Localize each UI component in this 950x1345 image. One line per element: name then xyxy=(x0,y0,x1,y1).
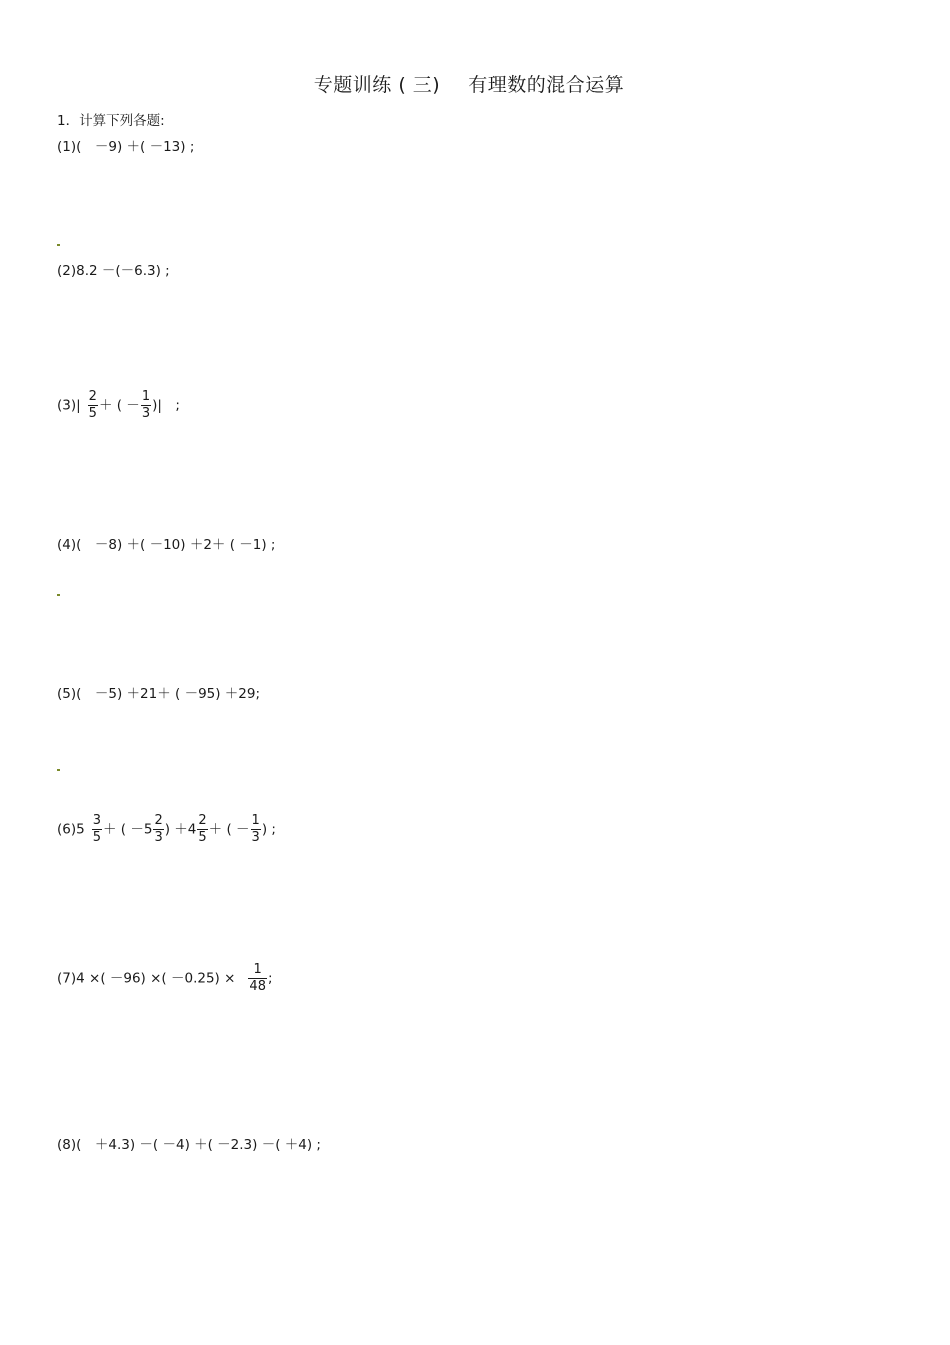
fraction xyxy=(251,813,261,846)
title-part2: 有理数的混合运算 xyxy=(468,74,625,96)
fraction xyxy=(92,813,102,846)
problem-7-prefix: (7)4 ×( －96) ×( －0.25) × xyxy=(57,970,236,987)
problem-6-suffix: ) ; xyxy=(261,821,276,838)
scan-mark xyxy=(57,594,60,596)
fraction xyxy=(197,813,207,846)
fraction-denominator: 5 xyxy=(88,406,97,421)
fraction-denominator: 48 xyxy=(249,979,266,994)
fraction-numerator: 1 xyxy=(251,813,260,828)
fraction-denominator: 5 xyxy=(198,830,207,845)
fraction xyxy=(153,813,163,846)
fraction-denominator: 3 xyxy=(154,830,163,845)
problem-3-suffix: )| ; xyxy=(152,397,180,414)
problem-8: (8)( ＋4.3) －( －4) ＋( －2.3) －( ＋4) ; xyxy=(57,1137,321,1153)
problem-5: (5)( －5) ＋21＋ ( －95) ＋29; xyxy=(57,686,261,702)
fraction-numerator: 1 xyxy=(253,962,262,977)
problem-1: (1)( －9) ＋( －13) ; xyxy=(57,139,195,155)
fraction-denominator: 3 xyxy=(251,830,260,845)
problem-2: (2)8.2 －(－6.3) ; xyxy=(57,263,170,279)
problem-4: (4)( －8) ＋( －10) ＋2＋ ( －1) ; xyxy=(57,537,276,553)
problem-7 xyxy=(57,962,273,995)
fraction-denominator: 3 xyxy=(141,406,151,421)
problem-6 xyxy=(57,813,276,846)
problem-6-prefix: (6)5 xyxy=(57,821,85,838)
fraction-denominator: 5 xyxy=(92,830,101,845)
problem-3-prefix: (3)| xyxy=(57,397,81,414)
scan-mark xyxy=(57,769,60,771)
fraction-numerator: 1 xyxy=(141,389,151,404)
page-title xyxy=(0,70,938,97)
fraction-numerator: 2 xyxy=(198,813,207,828)
scan-mark xyxy=(57,244,60,246)
fraction xyxy=(141,389,151,422)
problem-7-suffix: ; xyxy=(267,970,273,987)
fraction-numerator: 2 xyxy=(88,389,97,404)
fraction xyxy=(88,389,98,422)
problem-3 xyxy=(57,389,180,422)
problem-3-middle: ＋ ( － xyxy=(98,397,140,414)
fraction-numerator: 3 xyxy=(92,813,101,828)
fraction xyxy=(248,962,267,995)
problem-6-term-2: ) ＋4 xyxy=(164,821,197,838)
problem-6-term-1: ＋ ( －5 xyxy=(103,821,153,838)
problem-6-term-3: ＋ ( － xyxy=(208,821,250,838)
title-part1: 专题训练 ( 三) xyxy=(313,74,441,96)
instruction: 1．计算下列各题: xyxy=(57,113,165,129)
fraction-numerator: 2 xyxy=(154,813,163,828)
